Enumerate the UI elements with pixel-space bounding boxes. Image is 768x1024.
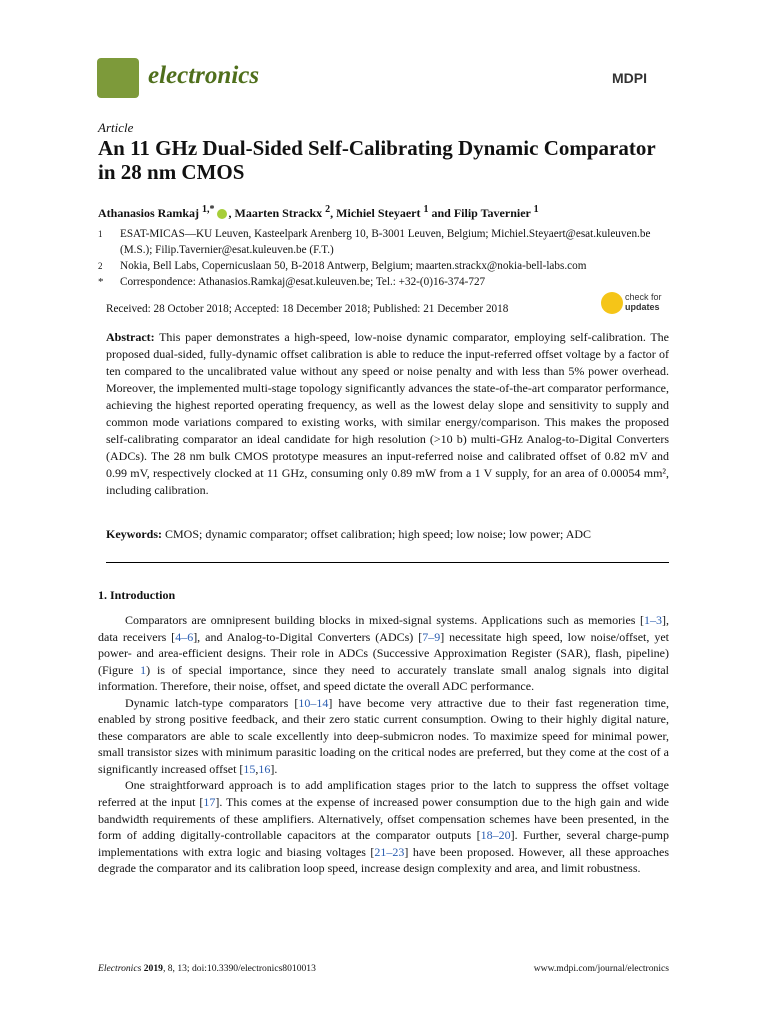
- footer-url[interactable]: www.mdpi.com/journal/electronics: [533, 963, 669, 974]
- author-list: Athanasios Ramkaj $^{1,*}$ , Maarten Strackx $^2$, Michiel Steyaert $^1$ and Filip Tavernier $^1$: [98, 204, 539, 220]
- divider: [106, 562, 669, 563]
- citation-link[interactable]: 15: [243, 761, 256, 776]
- article-type: Article: [98, 120, 134, 135]
- author-affiliation-mark: 1,*: [202, 204, 215, 215]
- citation-link[interactable]: 21–23: [374, 844, 405, 859]
- check-updates-line1: check for: [625, 292, 662, 302]
- affiliations: [98, 226, 673, 290]
- affiliation: [98, 226, 673, 258]
- affiliation: [98, 258, 673, 274]
- keywords: [106, 527, 669, 542]
- paper-title: An 11 GHz Dual-Sided Self-Calibrating Dynamic Comparator in 28 nm CMOS: [98, 136, 656, 184]
- abstract: [106, 329, 669, 499]
- author: Michiel Steyaert $^1$: [336, 204, 429, 220]
- abstract-text: This paper demonstrates a high-speed, low-noise dynamic comparator, employing self-calibration. The proposed dual-sided, fully-dynamic offset calibration is able to reduce the input-referred offset voltage by a factor of ten compared to the uncalibrated value without any speed or noise penalty and with less than 5% power overhead. Moreover, the implemented multi-stage topology significantly advances the state-of-the-art comparator performance, achieving the highest reported operating frequency, as well as the lowest delay slope and sensitivity to supply and common mode variations compared to existing works, with similar energy/comparison. This makes the proposed self-calibrating comparator an ideal candidate for high resolution (>10 b) multi-GHz Analog-to-Digital Converters (ADCs). The 28 nm bulk CMOS prototype measures an input-referred noise and calibrated offset of 0.82 mV and 0.99 mV, respectively clocked at 11 GHz, consuming only 0.89 mW from a 1 V supply, for an area of 0.00054 mm², including calibration.: [106, 330, 669, 497]
- citation-link[interactable]: 17: [203, 795, 216, 810]
- author-affiliation-mark: 1: [423, 204, 429, 215]
- citation-link[interactable]: 4–6: [175, 629, 194, 644]
- citation-link[interactable]: 18–20: [480, 828, 511, 843]
- section-heading: 1. Introduction: [98, 588, 176, 602]
- publisher-logo: MDPI: [612, 70, 647, 86]
- author: Athanasios Ramkaj $^{1,*}$: [98, 206, 229, 220]
- journal-logo: [97, 58, 139, 98]
- footer-rest: , 8, 13; doi:10.3390/electronics8010013: [162, 963, 316, 974]
- author: Maarten Strackx $^2$: [234, 204, 331, 220]
- abstract-label: Abstract:: [106, 330, 155, 344]
- keywords-label: Keywords:: [106, 527, 162, 541]
- footer-journal: Electronics: [98, 963, 142, 974]
- orcid-icon[interactable]: [217, 209, 227, 219]
- author: Filip Tavernier $^1$: [453, 204, 539, 220]
- affiliation-mark: 2: [98, 261, 103, 271]
- affiliation-mark: 1: [98, 229, 103, 239]
- paragraph: One straightforward approach is to add amplification stages prior to the latch to suppress the offset voltage referred at the input [17]. This comes at the expense of increased power consumption due to the high gain and wide bandwidth requirements of these amplifiers. Alternatively, offset compensation schemes have been presented, in the form of adding digitally-controllable capacitors at the comparator outputs [18–20]. Further, several charge-pump implementations with extra logic and biasing voltages [21–23] have been proposed. However, all these approaches degrade the comparator and its calibration loop speed, increase design complexity and area, and limit robustness.: [98, 778, 669, 876]
- check-for-updates-badge[interactable]: [601, 292, 671, 316]
- journal-name: electronics: [148, 62, 260, 89]
- affiliation-text: ESAT-MICAS—KU Leuven, Kasteelpark Arenberg 10, B-3001 Leuven, Belgium; Michiel.Steyaert@esat.kuleuven.be (M.S.); Filip.Tavernier@esat.kuleuven.be (F.T.): [120, 228, 651, 256]
- affiliation-text: Nokia, Bell Labs, Copernicuslaan 50, B-2018 Antwerp, Belgium; maarten.strackx@nokia-bell-labs.com: [120, 260, 587, 272]
- author-affiliation-mark: 1: [533, 204, 539, 215]
- citation-link[interactable]: 1: [140, 662, 147, 677]
- author-affiliation-mark: 2: [325, 204, 331, 215]
- affiliation-mark: *: [98, 276, 104, 288]
- keywords-text: CMOS; dynamic comparator; offset calibration; high speed; low noise; low power; ADC: [165, 527, 592, 541]
- check-updates-icon: [601, 292, 623, 314]
- footer-year: 2019: [143, 963, 163, 974]
- section-body: [98, 612, 669, 877]
- affiliation: [98, 274, 673, 290]
- footer-citation: [98, 963, 316, 974]
- paragraph: Comparators are omnipresent building blocks in mixed-signal systems. Applications such as memories [1–3], data receivers [4–6], and Analog-to-Digital Converters (ADCs) [7–9] necessitate high speed, low noise/offset, yet power- and area-efficient designs. Their role in ADCs (Successive Approximation Register (SAR), flash, pipeline) (Figure 1) is of special importance, since they need to accurately translate small analog signals into digital information. Therefore, their noise, offset, and speed dictate the overall ADC performance.: [98, 613, 669, 694]
- publication-dates: Received: 28 October 2018; Accepted: 18 December 2018; Published: 21 December 2018: [106, 303, 509, 315]
- affiliation-text: Correspondence: Athanasios.Ramkaj@esat.kuleuven.be; Tel.: +32-(0)16-374-727: [120, 276, 486, 288]
- check-updates-line2: updates: [625, 302, 660, 312]
- citation-link[interactable]: 7–9: [422, 629, 441, 644]
- citation-link[interactable]: 10–14: [298, 695, 329, 710]
- paragraph: Dynamic latch-type comparators [10–14] have become very attractive due to their fast regeneration time, enabled by strong positive feedback, and their zero static current consumption. Owing to their highly digital nature, these comparators are able to scale excellently into deep-submicron nodes. To maximize speed for minimal power, small transistor sizes with minimum parasitic loading on the critical nodes are preferred, but they come at the cost of a significantly increased offset [15,16].: [98, 695, 669, 776]
- citation-link[interactable]: 16: [258, 761, 271, 776]
- citation-link[interactable]: 1–3: [644, 613, 662, 627]
